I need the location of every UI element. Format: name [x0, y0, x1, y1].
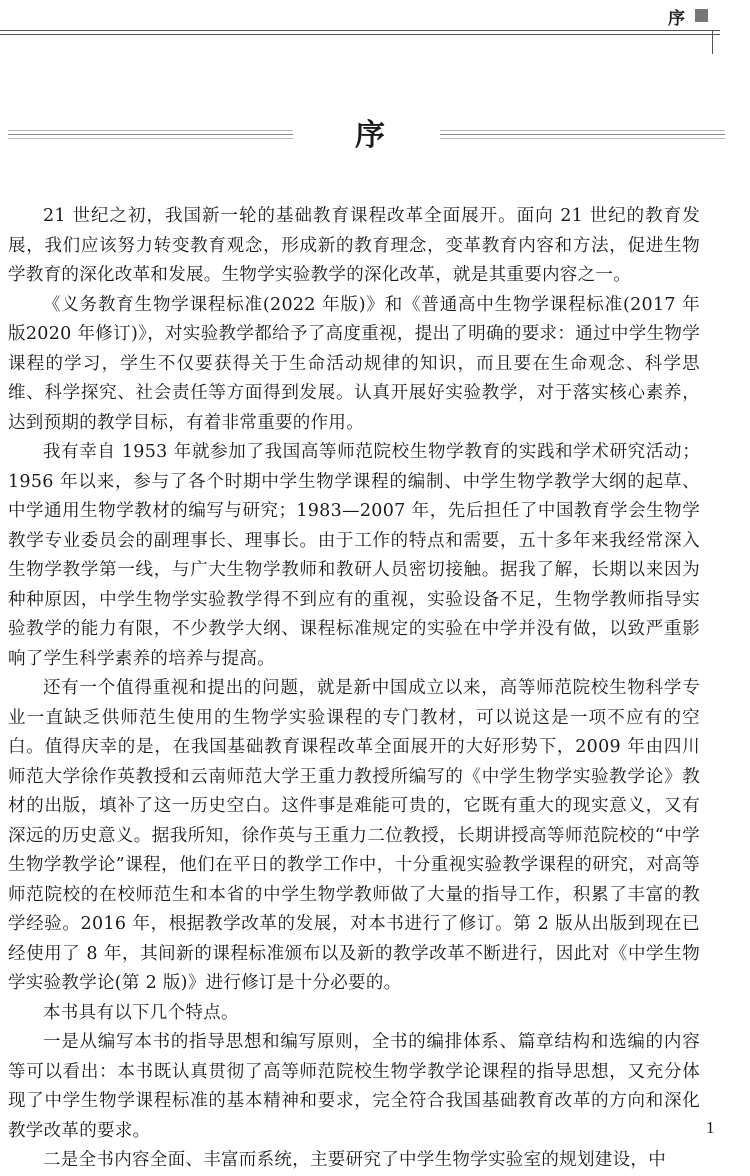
paragraph: 二是全书内容全面、丰富而系统，主要研究了中学生物学实验室的规划建设，中: [43, 1150, 666, 1170]
title-rule-right: [440, 134, 725, 135]
page-number: 1: [706, 1118, 715, 1137]
paragraph: 一是从编写本书的指导思想和编写原则，全书的编排体系、篇章结构和选编的内容等可以看出：本书既认真贯彻了高等师范院校生物学教学论课程的指导思想，又充分体现了中学生物学课程标准的基本精神和要求，完全符合我国基础教育改革的方向和深化教学改革的要求。: [8, 1032, 700, 1141]
running-header-label: 序: [668, 9, 685, 29]
paragraph: 我有幸自 1953 年就参加了我国高等师范院校生物学教育的实践和学术研究活动；1956 年以来，参与了各个时期中学生物学课程的编制、中学生物学教学大纲的起草、中学通用生物学教材的编写与研究；1983—2007 年，先后担任了中国教育学会生物学教学专业委员会的副理事长、理事长。由于工作的特点和需要，五十多年来我经常深入生物学教学第一线，与广大生物学教师和教研人员密切接触。据我了解，长期以来因为种种原因，中学生物学实验教学得不到应有的重视，实验设备不足，生物学教师指导实验教学的能力有限，不少教学大纲、课程标准规定的实验在中学并没有做，以致严重影响了学生科学素养的培养与提高。: [8, 442, 700, 669]
page-title: 序: [355, 118, 385, 153]
header-rule-bottom: [0, 34, 720, 35]
title-rule-left: [8, 134, 293, 135]
header-rule-top: [0, 30, 720, 31]
paragraph: 本书具有以下几个特点。: [43, 1002, 239, 1023]
header-rule-vertical: [712, 30, 713, 54]
paragraph: 21 世纪之初，我国新一轮的基础教育课程改革全面展开。面向 21 世纪的教育发展，我们应该努力转变教育观念，形成新的教育理念，变革教育内容和方法，促进生物学教育的深化改革和发展。生物学实验教学的深化改革，就是其重要内容之一。: [8, 206, 700, 285]
header-square-marker: [695, 9, 708, 22]
paragraph: 《义务教育生物学课程标准(2022 年版)》和《普通高中生物学课程标准(2017 年版2020 年修订)》，对实验教学都给予了高度重视，提出了明确的要求：通过中学生物学课程的学习，学生不仅要获得关于生命活动规律的知识，而且要在生命观念、科学思维、科学探究、社会责任等方面得到发展。认真开展好实验教学，对于落实核心素养，达到预期的教学目标，有着非常重要的作用。: [8, 294, 700, 433]
body-text: [8, 202, 700, 1176]
paragraph: 还有一个值得重视和提出的问题，就是新中国成立以来，高等师范院校生物科学专业一直缺乏供师范生使用的生物学实验课程的专门教材，可以说这是一项不应有的空白。值得庆幸的是，在我国基础教育课程改革全面展开的大好形势下，2009 年由四川师范大学徐作英教授和云南师范大学王重力教授所编写的《中学生物学实验教学论》教材的出版，填补了这一历史空白。这件事是难能可贵的，它既有重大的现实意义，又有深远的历史意义。据我所知，徐作英与王重力二位教授，长期讲授高等师范院校的“中学生物学教学论”课程，他们在平日的教学工作中，十分重视实验教学课程的研究，对高等师范院校的在校师范生和本省的中学生物学教师做了大量的指导工作，积累了丰富的教学经验。2016 年，根据教学改革的发展，对本书进行了修订。第 2 版从出版到现在已经使用了 8 年，其间新的课程标准颁布以及新的教学改革不断进行，因此对《中学生物学实验教学论(第 2 版)》进行修订是十分必要的。: [8, 678, 700, 993]
